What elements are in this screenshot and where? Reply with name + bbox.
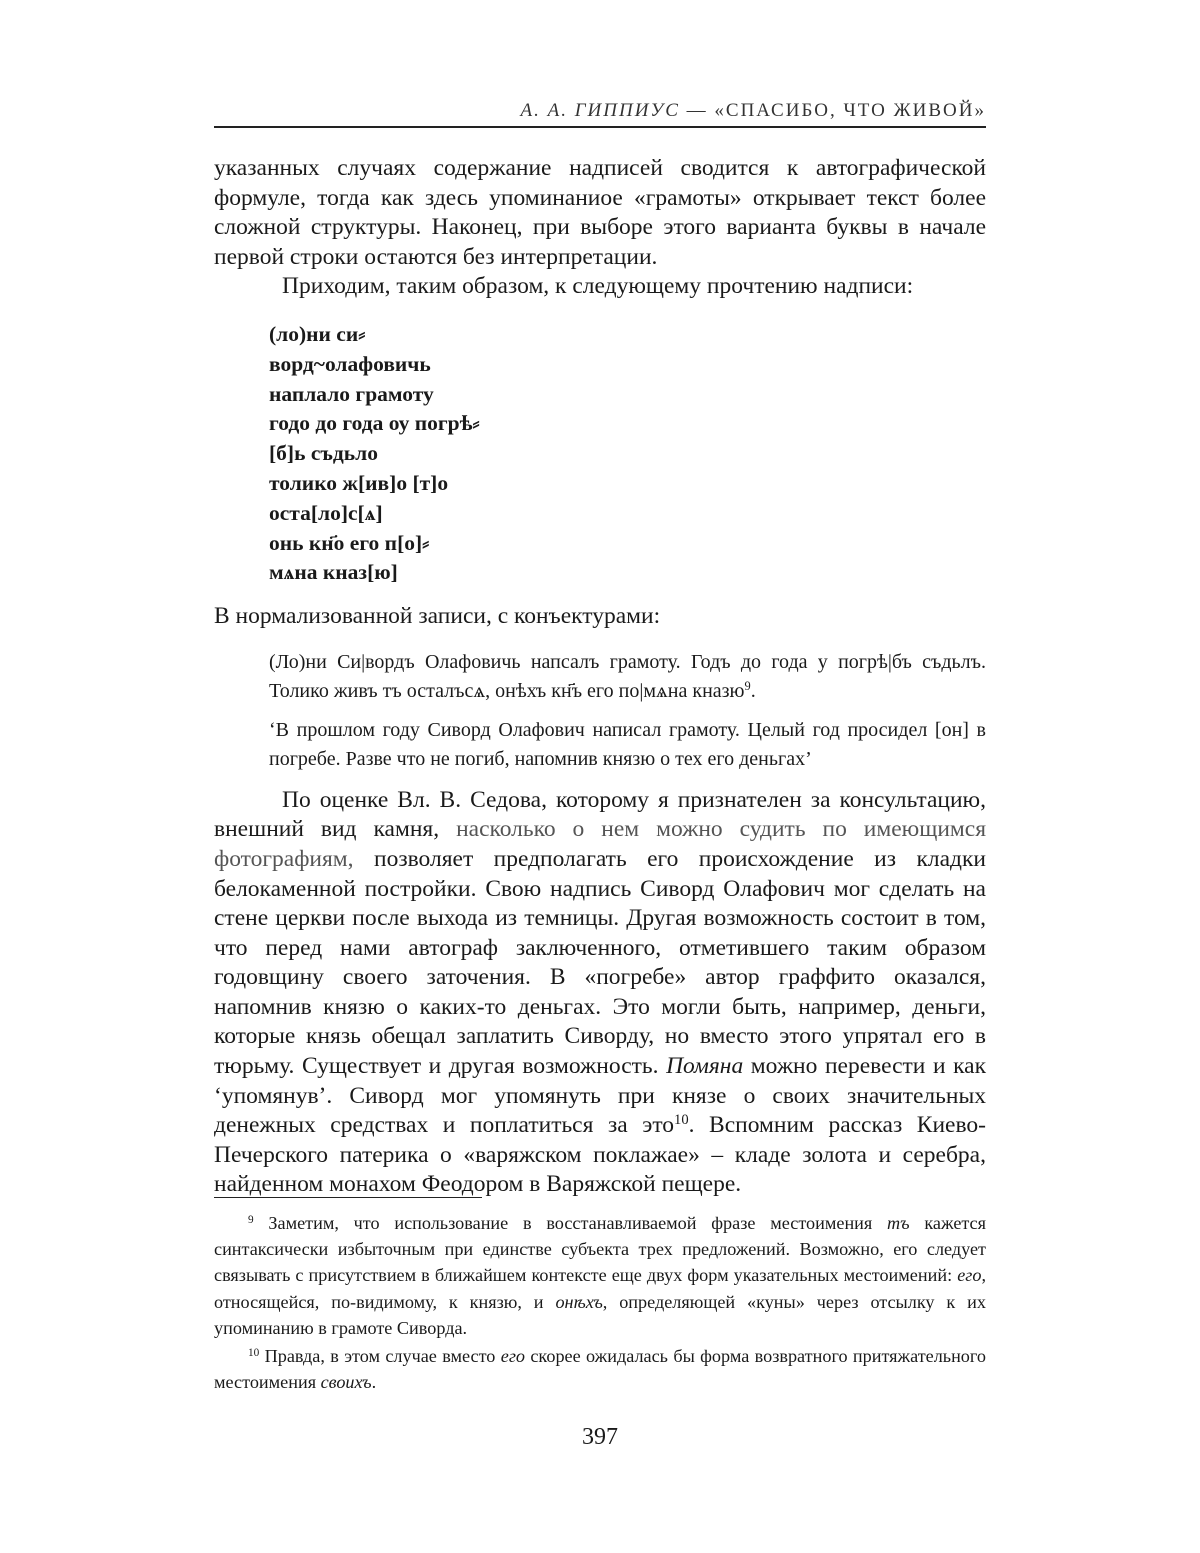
- fn-text: , определяющей «куны» через отсылку к их упоминанию в грамоте Сиворда.: [214, 1291, 986, 1338]
- page-number: 397: [582, 1424, 618, 1450]
- page-body: [214, 154, 986, 1200]
- normalized-text: [269, 648, 986, 706]
- inscription-line: годо до года оу погрѣ⸗: [269, 411, 480, 436]
- inscription-line: оста[ло]с[ѧ]: [269, 500, 383, 525]
- normalized-text-body: (Ло)ни Си|вордъ Олафовичь напсалъ грамоту. Годъ до года у погрѣ|бъ съдьлъ. Толико живъ тъ осталъсѧ, онѣхъ кн҃ъ его по|мѧна кназю: [269, 650, 986, 702]
- inscription-line: [б]ь съдьло: [269, 441, 378, 466]
- fn-italic: его: [957, 1265, 982, 1286]
- footnote-ref-10[interactable]: 10: [674, 1112, 689, 1129]
- footnote-9: [214, 1210, 986, 1341]
- normalized-intro: В нормализованной записи, с конъектурами:: [214, 603, 661, 630]
- fn-italic: своихъ: [320, 1372, 372, 1393]
- fn-text: кажется синтаксически избыточным при единстве субъекта трех предложений. Возможно, его следует связывать с присутствием в ближайшем контексте еще двух форм указательных местоимений:: [214, 1213, 986, 1286]
- inscription-line: онь кн҃о его п[о]⸗: [269, 530, 430, 555]
- fn-text: скорее ожидалась бы форма возвратного притяжательного местоимения: [214, 1346, 987, 1393]
- main-text-4: . Вспомним рассказ Киево-Печерского патерика о «варяжском поклажае» – кладе золота и серебра, найденном монахом Феодором в Варяжской пещере.: [214, 1112, 987, 1198]
- fn-text: Правда, в этом случае вместо: [259, 1346, 501, 1367]
- translation-text: ‘В прошлом году Сиворд Олафович написал грамоту. Целый год просидел [он] в погребе. Разве что не погиб, напомнив князю о тех его деньгах’: [269, 718, 986, 770]
- main-text-1: По оценке Вл. В. Седова, которому я признателен за консультацию, внешний вид камня,: [214, 786, 986, 843]
- main-text-3: можно перевести и как ‘упомянув’. Сиворд мог упомянуть при князе о своих значительных денежных средствах и поплатиться за это: [214, 1053, 986, 1139]
- paragraph-continuation: указанных случаях содержание надписей сводится к автографической формуле, тогда как здесь упоминаниое «грамоты» открывает текст более сложной структуры. Наконец, при выборе этого варианта буквы в начале первой строки остаются без интерпретации.: [214, 155, 986, 270]
- fn-italic: онѣхъ: [555, 1291, 603, 1312]
- running-header-text: [521, 100, 986, 122]
- inscription-line: ворд~олафовичь: [269, 351, 431, 376]
- main-text-italic: Помяна: [666, 1053, 744, 1080]
- header-title: «СПАСИБО, ЧТО ЖИВОЙ»: [714, 100, 986, 121]
- inscription-line: наплало грамоту: [269, 381, 434, 406]
- paragraph-reading-intro: Приходим, таким образом, к следующему прочтению надписи:: [282, 273, 914, 300]
- fn-text: , относящейся, по-видимому, к князю, и: [214, 1265, 986, 1312]
- main-text-gray: насколько о нем можно судить по имеющимся фотографиям,: [214, 816, 987, 872]
- inscription-line: мѧна кназ[ю]: [269, 560, 398, 585]
- footnote-ref-9[interactable]: 9: [744, 678, 751, 693]
- header-dash: —: [679, 100, 715, 121]
- main-text-2: позволяет предполагать его происхождение из кладки белокаменной постройки. Свою надпись Сиворд Олафович мог сделать на стене церкви после выхода из темницы. Другая возможность состоит в том, что перед нами автограф заключенного, отметившего таким образом годовщину своего заточения. В «погребе» автор граффито оказался, напомнив князю о каких-то деньгах. Это могли быть, например, деньги, которые князь обещал заплатить Сиворду, но вместо этого упрятал его в тюрьму. Существует и другая возможность.: [214, 845, 986, 1080]
- footnote-number: 9: [248, 1213, 254, 1226]
- inscription-line: толико ж[ив]о [т]о: [269, 470, 449, 495]
- inscription-line: (ло)ни си⸗: [269, 321, 366, 346]
- footnote-number: 10: [248, 1346, 260, 1359]
- footnotes: [214, 1210, 986, 1395]
- inscription-transcription: [269, 320, 986, 588]
- fn-italic: тъ: [887, 1213, 910, 1233]
- fn-text: .: [371, 1372, 377, 1393]
- header-author: А. А. ГИППИУС: [520, 100, 680, 121]
- fn-italic: его: [500, 1346, 526, 1367]
- footnote-10: [214, 1343, 986, 1395]
- fn-text: Заметим, что использование в восстанавливаемой фразе местоимения: [253, 1213, 888, 1233]
- normalized-text-end: .: [750, 679, 756, 702]
- footnote-separator: [214, 1197, 482, 1198]
- running-header: [214, 96, 986, 128]
- paragraph-main: [214, 786, 986, 1200]
